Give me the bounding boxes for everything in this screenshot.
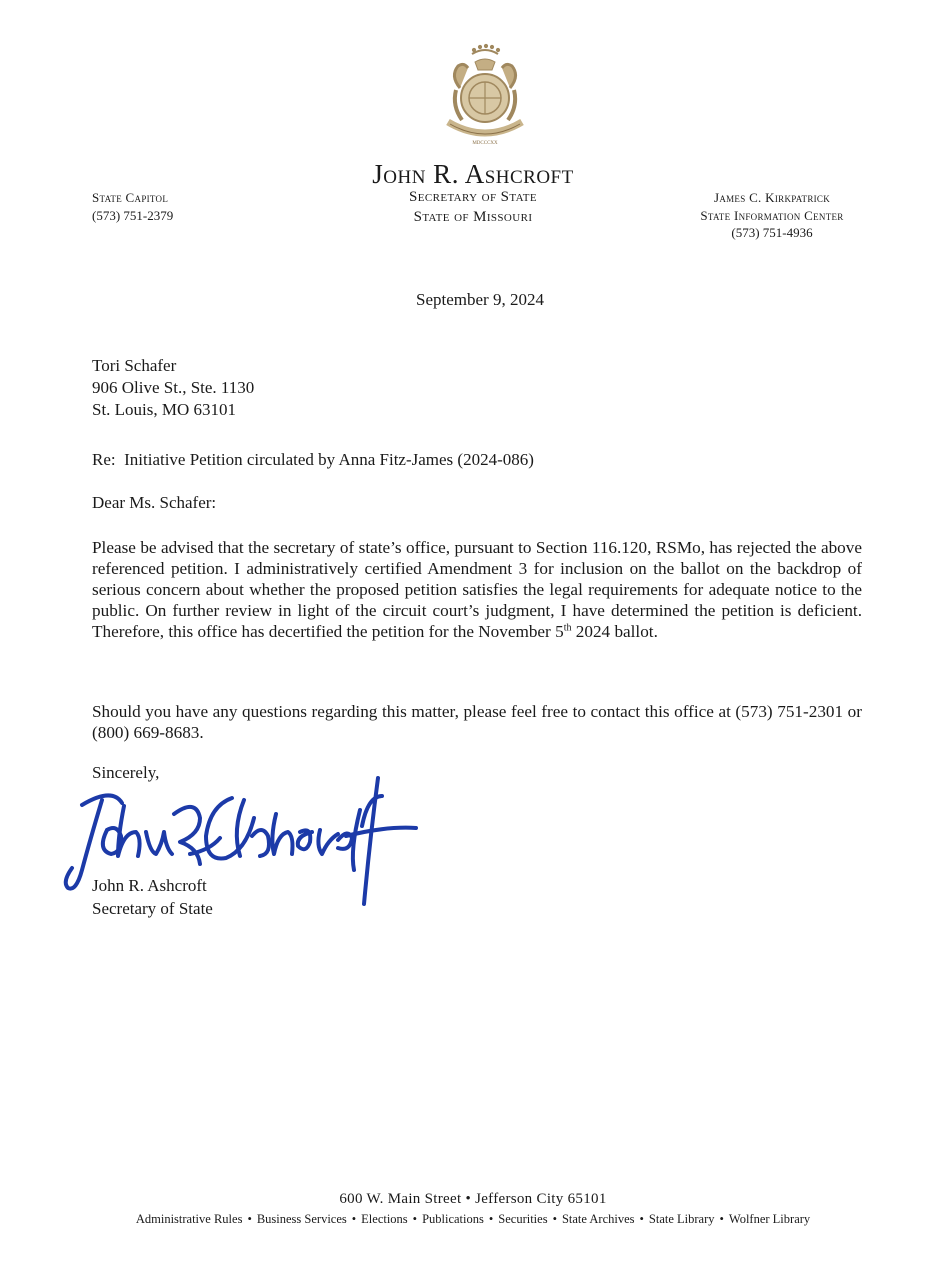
division-elections: Elections xyxy=(361,1212,408,1226)
footer-street-address: 600 W. Main Street • Jefferson City 65101 xyxy=(339,1191,607,1207)
state-name: State of Missouri xyxy=(413,208,533,225)
recipient-address xyxy=(92,355,254,421)
info-center-label: State Information Center xyxy=(700,207,844,223)
kirkpatrick-label: James C. Kirkpatrick xyxy=(713,190,831,205)
subject-line: Re: Initiative Petition circulated by Anna Fitz-James (2024-086) xyxy=(92,450,534,469)
closing: Sincerely, xyxy=(92,763,160,782)
division-business-services: Business Services xyxy=(256,1212,347,1226)
recipient-city: St. Louis, MO 63101 xyxy=(92,400,237,420)
letter-date: September 9, 2024 xyxy=(416,290,544,309)
body-paragraph-1-text: Please be advised that the secretary of state’s office, pursuant to Section 116.120, RSMo, has rejected the above referenced petition. I administratively certified Amendment 3 for inclusion on the ballot on the backdrop of serious concern about whether the proposed petition satisfies the legal requirements for adequate notice to the public. On further review in light of the circuit court’s judgment, I have determined the petition is deficient. Therefore, this office has decertified the petition for the November 5 xyxy=(92,538,862,641)
capitol-label: State Capitol xyxy=(92,190,169,205)
body-paragraph-2: Should you have any questions regarding this matter, please feel free to contact this office at (573) 751-2301 or (800) 669-8683. xyxy=(92,702,862,742)
separator: • xyxy=(719,1212,724,1226)
information-center-contact xyxy=(668,189,876,242)
signer-name: John R. Ashcroft xyxy=(92,876,207,895)
separator: • xyxy=(247,1212,252,1226)
footer-divisions xyxy=(88,1212,858,1227)
ordinal-suffix: th xyxy=(563,622,572,634)
info-center-phone: (573) 751-4936 xyxy=(731,225,813,241)
division-state-archives: State Archives xyxy=(561,1212,635,1226)
seal-year: MDCCCXX xyxy=(472,141,498,146)
recipient-street: 906 Olive St., Ste. 1130 xyxy=(92,378,255,398)
division-state-library: State Library xyxy=(648,1212,715,1226)
separator: • xyxy=(488,1212,494,1226)
division-securities: Securities xyxy=(498,1212,548,1226)
separator: • xyxy=(412,1212,418,1226)
missouri-state-seal xyxy=(430,40,540,150)
separator: • xyxy=(552,1212,557,1226)
signer-title: Secretary of State xyxy=(92,898,213,918)
salutation: Dear Ms. Schafer: xyxy=(92,493,217,512)
separator: • xyxy=(351,1212,357,1226)
capitol-phone: (573) 751-2379 xyxy=(92,207,174,223)
body-paragraph-1-end: 2024 ballot. xyxy=(571,621,658,641)
separator: • xyxy=(639,1212,644,1226)
division-administrative-rules: Administrative Rules xyxy=(135,1212,243,1226)
secretary-title: Secretary of State xyxy=(408,189,538,206)
handwritten-signature xyxy=(62,770,422,920)
secretary-name: John R. Ashcroft xyxy=(372,159,574,189)
body-paragraph-1 xyxy=(92,538,862,643)
recipient-name: Tori Schafer xyxy=(92,356,177,375)
division-publications: Publications xyxy=(422,1212,484,1226)
division-wolfner-library: Wolfner Library xyxy=(728,1212,811,1226)
